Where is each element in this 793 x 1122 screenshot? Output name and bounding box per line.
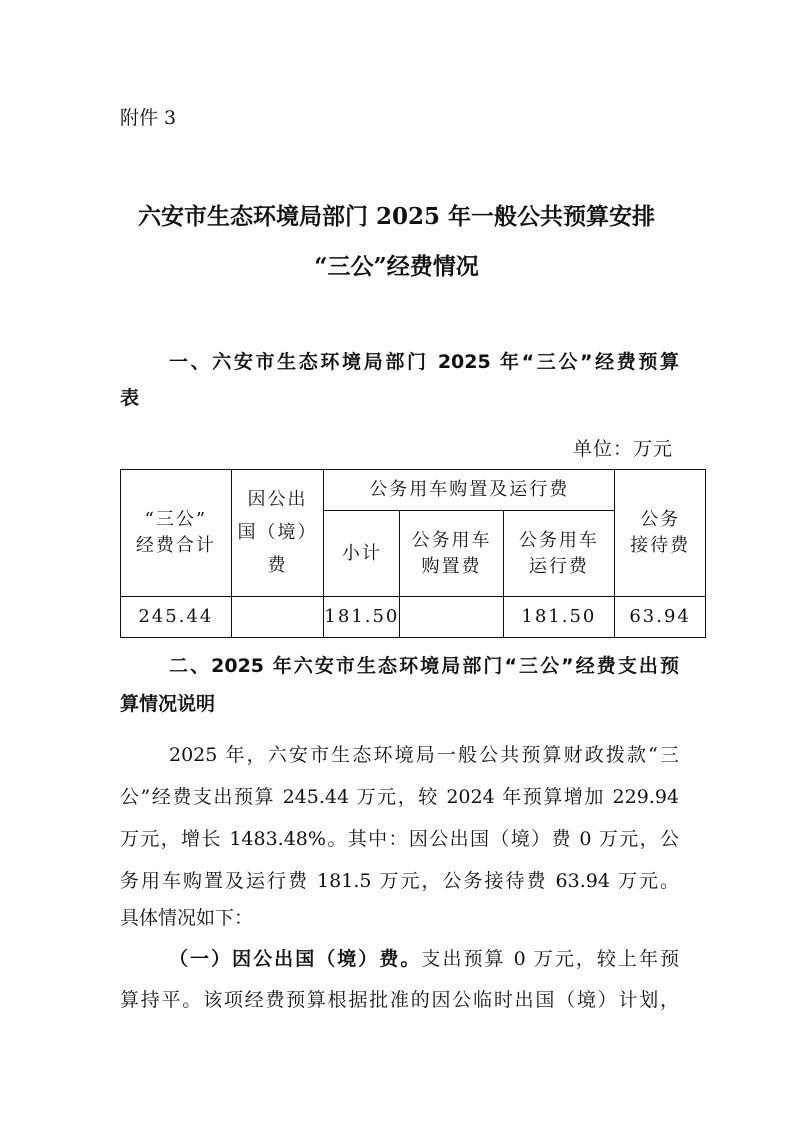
paragraph-line-7: 算持平。该项经费预算根据批准的因公临时出国（境）计划， [120,989,679,1011]
header-abroad-line-1: 因公出 [247,489,308,510]
header-vehicle-subtotal: 小计 [324,511,400,597]
document-title-line-2: “三公”经费情况 [314,253,479,280]
header-vehicle-group: 公务用车购置及运行费 [324,470,615,511]
header-total-line-1: “三公” [144,509,208,530]
paragraph-line-3: 万元，增长 1483.48%。其中：因公出国（境）费 0 万元，公 [120,828,679,850]
header-abroad [231,470,324,597]
paragraph-line-5: 具体情况如下： [120,907,254,929]
unit-label: 单位：万元 [572,438,673,460]
header-reception-line-1: 公务 [640,509,681,530]
header-total [121,470,232,597]
header-reception-line-2: 接待费 [630,535,691,556]
header-vehicle-purchase-line-2: 购置费 [421,555,482,577]
header-abroad-line-2: 国（境） [237,522,318,543]
budget-table [120,469,706,638]
cell-total: 245.44 [121,597,232,638]
paragraph-line-1: 2025 年，六安市生态环境局一般公共预算财政拨款“三 [169,744,679,766]
subsection-1-heading: （一）因公出国（境）费。 [169,948,422,970]
header-reception [615,470,706,597]
cell-subtotal: 181.50 [324,597,400,638]
section-1-heading: 一、六安市生态环境局部门 2025 年“三公”经费预算 [169,351,679,373]
section-1-heading-continued: 表 [120,387,140,409]
section-2-heading: 二、2025 年六安市生态环境局部门“三公”经费支出预 [169,655,679,677]
paragraph-line-6 [169,944,679,971]
cell-reception: 63.94 [615,597,706,638]
header-vehicle-operation-line-1: 公务用车 [518,529,599,551]
header-vehicle-purchase [400,511,503,597]
section-2-heading-continued: 算情况说明 [120,693,216,715]
header-vehicle-operation-line-2: 运行费 [528,555,589,577]
paragraph-line-4: 务用车购置及运行费 181.5 万元，公务接待费 63.94 万元。 [120,870,679,892]
cell-operation: 181.50 [503,597,615,638]
cell-purchase [400,597,503,638]
cell-abroad [231,597,324,638]
header-vehicle-purchase-line-1: 公务用车 [411,529,492,551]
document-title-line-1: 六安市生态环境局部门 2025 年一般公共预算安排 [137,203,656,230]
header-total-line-2: 经费合计 [135,535,216,556]
subsection-1-text: 支出预算 0 万元，较上年预 [421,948,679,970]
paragraph-line-2: 公”经费支出预算 245.44 万元，较 2024 年预算增加 229.94 [120,786,679,808]
attachment-label: 附件 3 [120,107,177,129]
header-abroad-line-3: 费 [267,555,288,576]
header-vehicle-operation [503,511,615,597]
